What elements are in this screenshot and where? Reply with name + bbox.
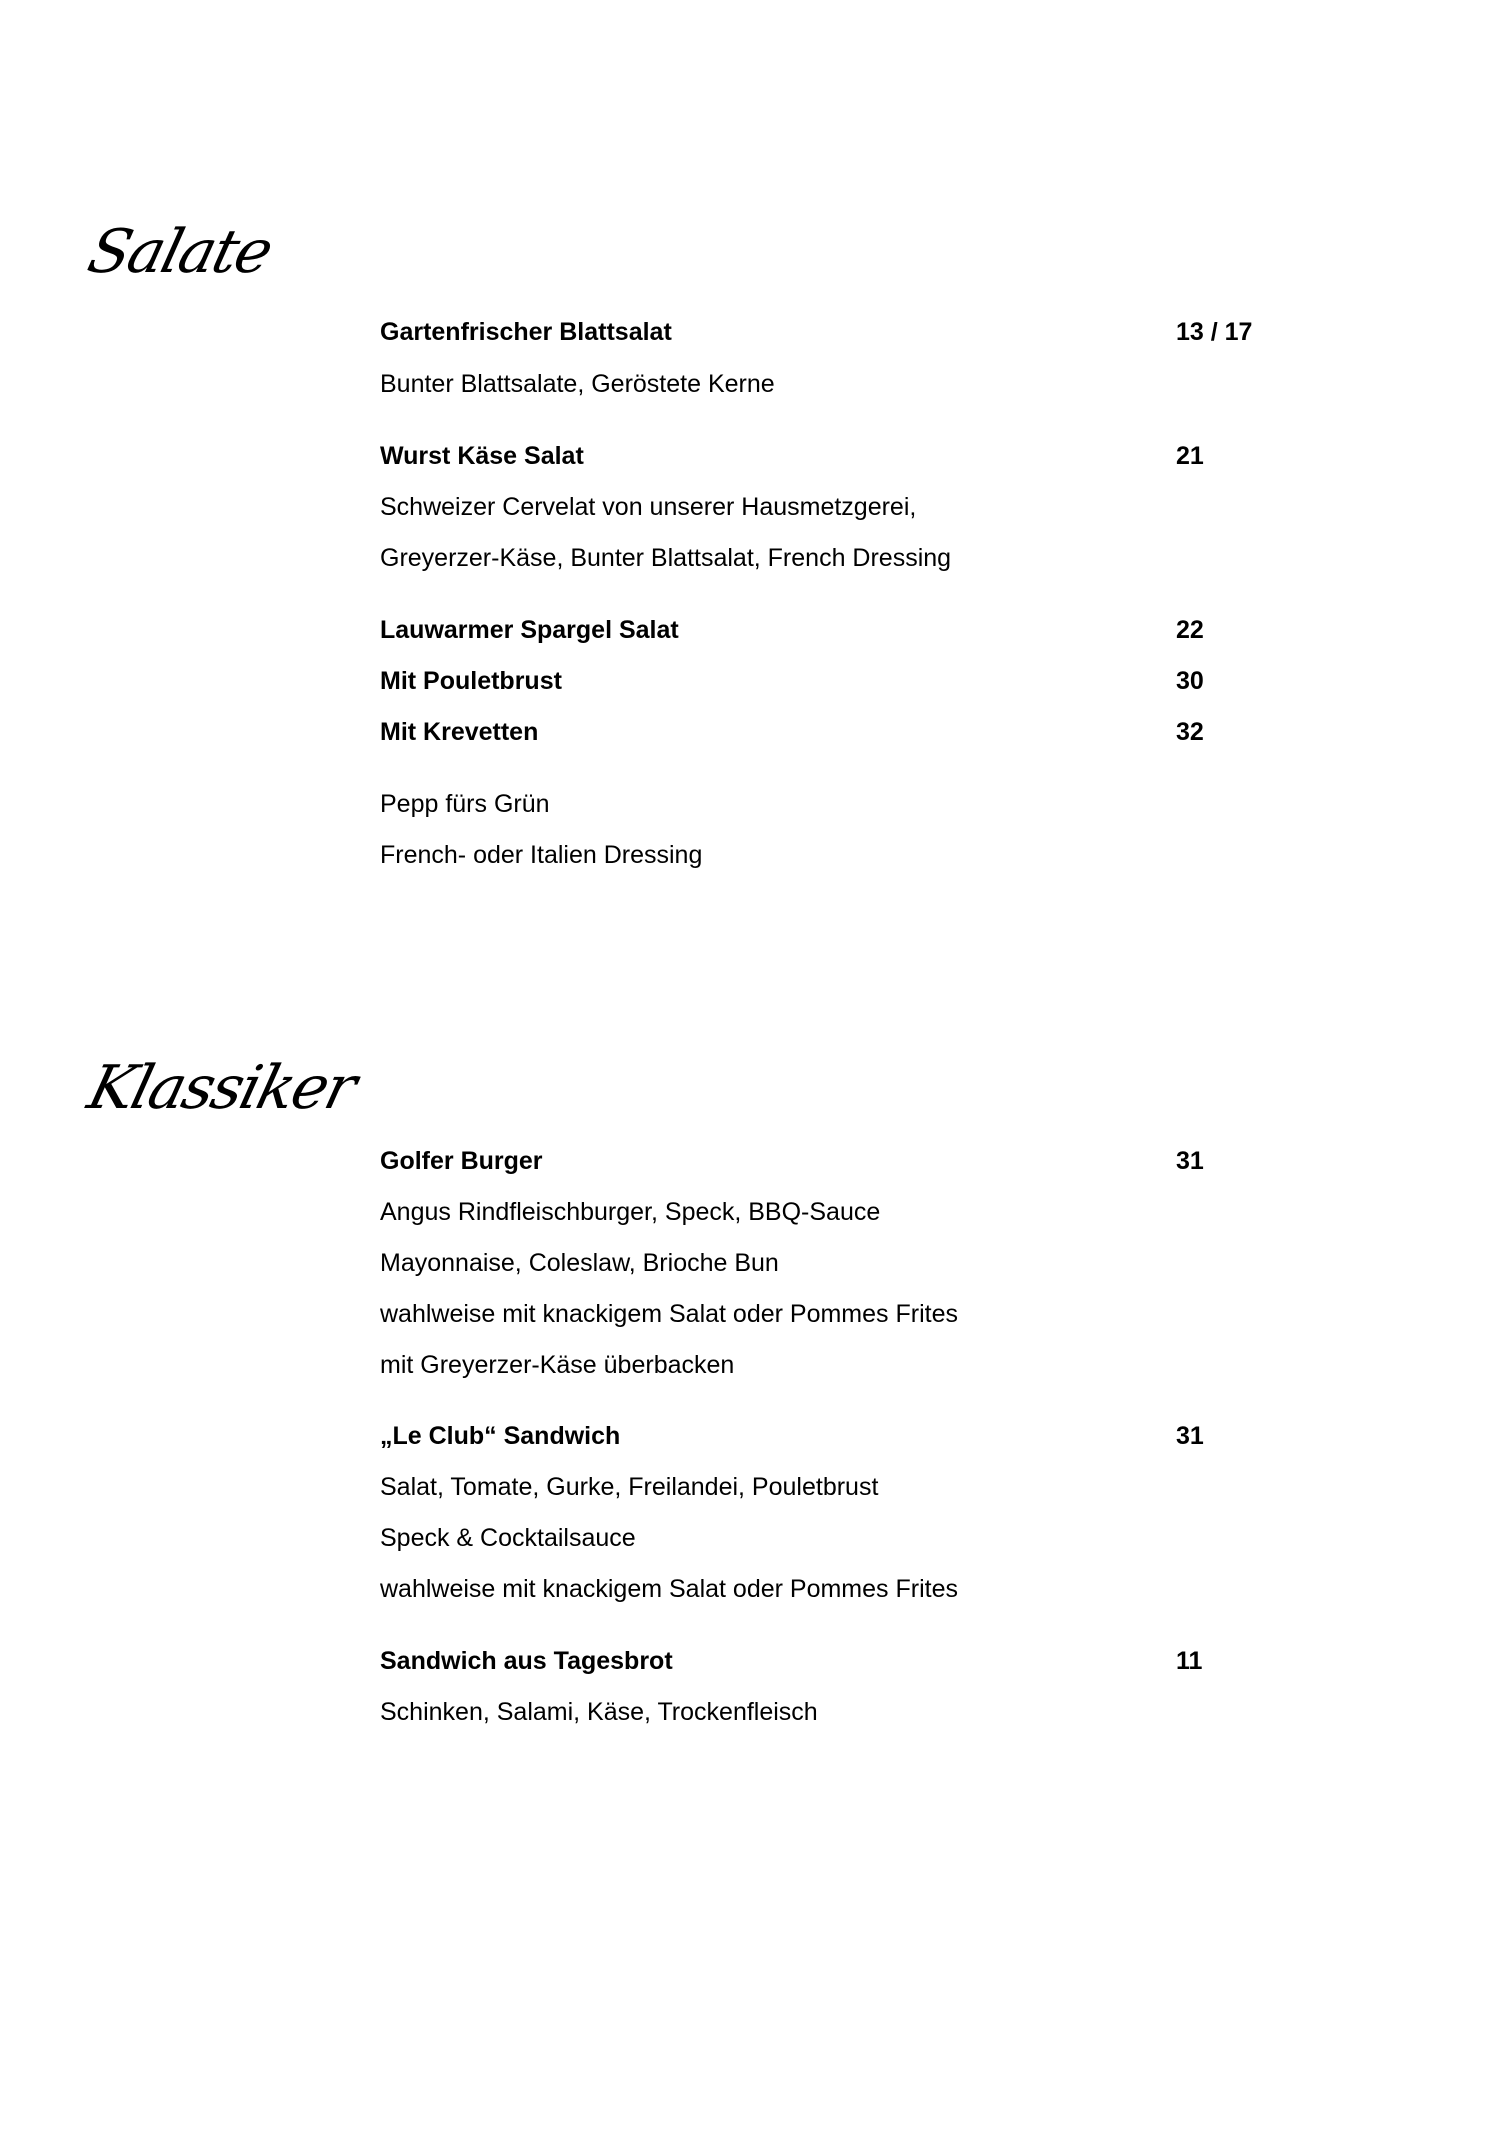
menu-note: Pepp fürs Grün [380,790,550,818]
menu-item-price: 22 [1176,616,1204,644]
menu-item-description: Salat, Tomate, Gurke, Freilandei, Pouletbrust [380,1473,879,1501]
section-title-klassiker: Klassiker [81,1053,362,1123]
menu-item-price: 11 [1176,1647,1203,1675]
menu-item-description: Mayonnaise, Coleslaw, Brioche Bun [380,1249,779,1277]
menu-item-name: Lauwarmer Spargel Salat [380,616,679,644]
menu-item-description: Speck & Cocktailsauce [380,1524,636,1552]
menu-item-price: 32 [1176,718,1204,746]
menu-item-name: „Le Club“ Sandwich [380,1422,621,1450]
menu-item-price: 13 / 17 [1176,318,1253,346]
menu-item-name: Wurst Käse Salat [380,442,584,470]
menu-item-name: Mit Pouletbrust [380,667,562,695]
menu-item-name: Sandwich aus Tagesbrot [380,1647,673,1675]
menu-item-price: 31 [1176,1422,1204,1450]
menu-item-description: wahlweise mit knackigem Salat oder Pommes Frites [380,1300,958,1328]
menu-item-description: Schinken, Salami, Käse, Trockenfleisch [380,1698,818,1726]
menu-item-description: Schweizer Cervelat von unserer Hausmetzgerei, [380,493,917,521]
menu-item-description: Angus Rindfleischburger, Speck, BBQ-Sauce [380,1198,881,1226]
menu-note: French- oder Italien Dressing [380,841,703,869]
menu-item-description: wahlweise mit knackigem Salat oder Pommes Frites [380,1575,958,1603]
menu-item-description: mit Greyerzer-Käse überbacken [380,1351,735,1379]
section-title-salate: Salate [81,217,279,287]
menu-item-name: Gartenfrischer Blattsalat [380,318,672,346]
menu-item-description: Bunter Blattsalate, Geröstete Kerne [380,370,775,398]
menu-item-price: 30 [1176,667,1204,695]
menu-item-name: Golfer Burger [380,1147,543,1175]
menu-item-price: 21 [1176,442,1204,470]
menu-item-name: Mit Krevetten [380,718,539,746]
menu-item-price: 31 [1176,1147,1204,1175]
menu-item-description: Greyerzer-Käse, Bunter Blattsalat, French Dressing [380,544,952,572]
